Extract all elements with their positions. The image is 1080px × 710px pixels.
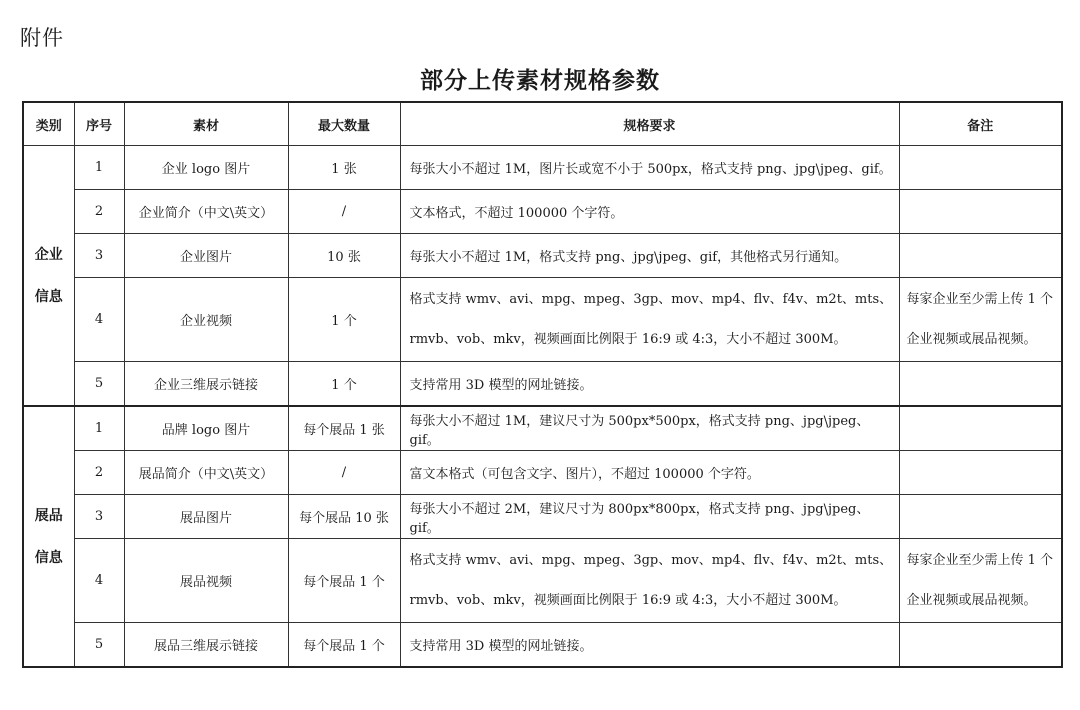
material-name: 品牌 logo 图片 xyxy=(124,406,288,451)
note-text xyxy=(899,146,1062,190)
row-number: 4 xyxy=(74,539,124,623)
row-number: 3 xyxy=(74,234,124,278)
material-name: 企业 logo 图片 xyxy=(124,146,288,190)
max-quantity: 1 个 xyxy=(288,362,400,407)
max-quantity: 每个展品 1 个 xyxy=(288,539,400,623)
material-name: 展品图片 xyxy=(124,495,288,539)
table-row xyxy=(23,495,1062,539)
max-quantity: / xyxy=(288,451,400,495)
max-quantity: 每个展品 1 个 xyxy=(288,623,400,668)
row-number: 2 xyxy=(74,190,124,234)
requirement-text: 格式支持 wmv、avi、mpg、mpeg、3gp、mov、mp4、flv、f4v、m2t、mts、rmvb、vob、mkv，视频画面比例限于 16:9 或 4:3，大小不超过 300M。 xyxy=(400,539,899,623)
table-row xyxy=(23,451,1062,495)
column-header-requirements: 规格要求 xyxy=(400,102,899,146)
table-row xyxy=(23,406,1062,451)
note-text xyxy=(899,623,1062,668)
spec-table xyxy=(22,101,1063,668)
table-row xyxy=(23,190,1062,234)
table-header-row xyxy=(23,102,1062,146)
column-header-category: 类别 xyxy=(23,102,74,146)
note-text xyxy=(899,234,1062,278)
row-number: 1 xyxy=(74,406,124,451)
category-label-line: 展品 xyxy=(34,507,63,524)
row-number: 5 xyxy=(74,362,124,407)
note-text xyxy=(899,362,1062,407)
requirement-text: 每张大小不超过 1M，图片长或宽不小于 500px，格式支持 png、jpg\jpeg、gif。 xyxy=(400,146,899,190)
material-name: 企业视频 xyxy=(124,278,288,362)
requirement-text: 文本格式，不超过 100000 个字符。 xyxy=(400,190,899,234)
note-text xyxy=(899,451,1062,495)
table-row xyxy=(23,539,1062,623)
max-quantity: 每个展品 1 张 xyxy=(288,406,400,451)
row-number: 5 xyxy=(74,623,124,668)
requirement-text: 富文本格式（可包含文字、图片），不超过 100000 个字符。 xyxy=(400,451,899,495)
requirement-text: 每张大小不超过 2M，建议尺寸为 800px*800px，格式支持 png、jpg\jpeg、gif。 xyxy=(400,495,899,539)
requirement-text: 支持常用 3D 模型的网址链接。 xyxy=(400,623,899,668)
requirement-text: 支持常用 3D 模型的网址链接。 xyxy=(400,362,899,407)
note-text: 每家企业至少需上传 1 个企业视频或展品视频。 xyxy=(899,278,1062,362)
requirement-text: 格式支持 wmv、avi、mpg、mpeg、3gp、mov、mp4、flv、f4v、m2t、mts、rmvb、vob、mkv，视频画面比例限于 16:9 或 4:3，大小不超过 300M。 xyxy=(400,278,899,362)
row-number: 3 xyxy=(74,495,124,539)
material-name: 展品视频 xyxy=(124,539,288,623)
material-name: 展品简介（中文\英文） xyxy=(124,451,288,495)
material-name: 展品三维展示链接 xyxy=(124,623,288,668)
category-label-line: 信息 xyxy=(34,288,63,305)
note-text xyxy=(899,406,1062,451)
category-cell-enterprise xyxy=(23,146,74,407)
note-text xyxy=(899,190,1062,234)
max-quantity: 10 张 xyxy=(288,234,400,278)
category-cell-exhibit xyxy=(23,406,74,667)
max-quantity: 每个展品 10 张 xyxy=(288,495,400,539)
material-name: 企业简介（中文\英文） xyxy=(124,190,288,234)
note-text xyxy=(899,495,1062,539)
column-header-material: 素材 xyxy=(124,102,288,146)
row-number: 1 xyxy=(74,146,124,190)
table-row xyxy=(23,362,1062,407)
column-header-number: 序号 xyxy=(74,102,124,146)
category-label-line: 信息 xyxy=(34,549,63,566)
row-number: 4 xyxy=(74,278,124,362)
note-text: 每家企业至少需上传 1 个企业视频或展品视频。 xyxy=(899,539,1062,623)
max-quantity: / xyxy=(288,190,400,234)
requirement-text: 每张大小不超过 1M，格式支持 png、jpg\jpeg、gif，其他格式另行通知。 xyxy=(400,234,899,278)
category-label-line: 企业 xyxy=(34,246,63,263)
column-header-notes: 备注 xyxy=(899,102,1062,146)
requirement-text: 每张大小不超过 1M，建议尺寸为 500px*500px，格式支持 png、jpg\jpeg、gif。 xyxy=(400,406,899,451)
attachment-label: 附件 xyxy=(20,26,64,50)
max-quantity: 1 张 xyxy=(288,146,400,190)
table-row xyxy=(23,146,1062,190)
material-name: 企业图片 xyxy=(124,234,288,278)
table-row xyxy=(23,278,1062,362)
column-header-max-quantity: 最大数量 xyxy=(288,102,400,146)
page-title: 部分上传素材规格参数 xyxy=(420,68,660,94)
table-row xyxy=(23,623,1062,668)
table-row xyxy=(23,234,1062,278)
max-quantity: 1 个 xyxy=(288,278,400,362)
material-name: 企业三维展示链接 xyxy=(124,362,288,407)
row-number: 2 xyxy=(74,451,124,495)
